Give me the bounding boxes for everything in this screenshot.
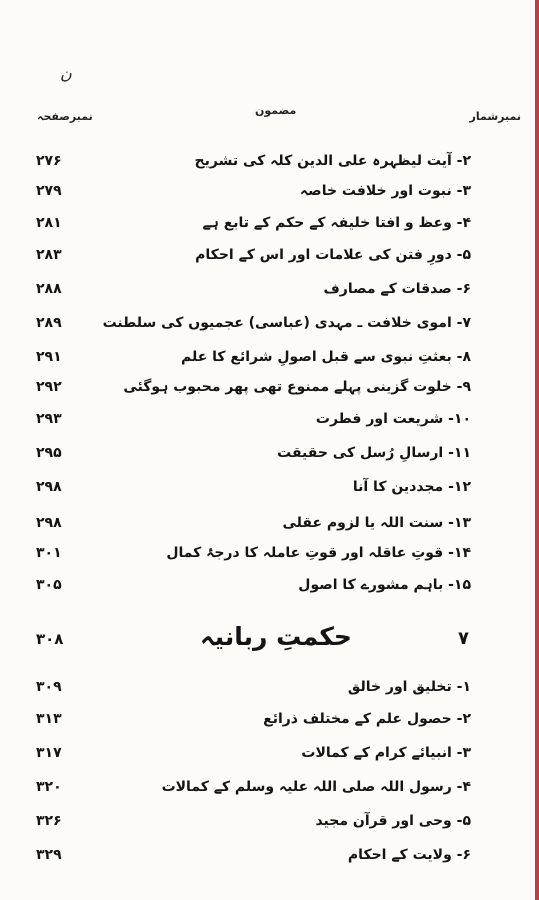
toc-entry: [0, 508, 539, 538]
toc-entry-page: ۲۸۳: [36, 247, 62, 263]
toc-entry-page: ۳۲۰: [36, 779, 62, 795]
toc-entry-title: ۱۲- مجددین کا آنا: [352, 479, 471, 495]
toc-entry-page: ۳۰۱: [36, 545, 62, 561]
toc-entry: [0, 704, 539, 734]
toc-entry-page: ۲۷۹: [36, 183, 62, 199]
toc-entry-page: ۲۸۱: [36, 215, 62, 231]
toc-entry-title: ۲- آیت لیظہرہ علی الدین کلہ کی تشریح: [194, 153, 471, 169]
toc-entry-title: ۵- وحی اور قرآن مجید: [315, 813, 471, 829]
toc-entry-page: ۲۸۸: [36, 281, 62, 297]
toc-entry: [0, 146, 539, 176]
toc-entry-page: ۲۷۶: [36, 153, 62, 169]
page-number-mark: ن: [60, 64, 72, 83]
toc-entry: [0, 672, 539, 702]
toc-entry-page: ۳۲۶: [36, 813, 62, 829]
toc-entry: [0, 176, 539, 206]
serial-column-header: نمبرشمار: [469, 110, 521, 123]
toc-entry: [0, 472, 539, 502]
subject-column-header: مضمون: [255, 104, 297, 117]
toc-entry-page: ۲۹۳: [36, 411, 62, 427]
toc-entry-title: ۲- حصول علم کے مختلف ذرائع: [263, 711, 471, 727]
toc-entry-page: ۳۱۷: [36, 745, 62, 761]
toc-entry-page: ۳۰۵: [36, 577, 62, 593]
toc-entry: [0, 738, 539, 768]
toc-entry-page: ۲۹۱: [36, 349, 62, 365]
toc-entry-title: ۱- تخلیق اور خالق: [347, 679, 471, 695]
toc-entry: [0, 538, 539, 568]
toc-entry-title: ۱۴- قوتِ عاقلہ اور قوتِ عاملہ کا درجۂ کمال: [166, 545, 471, 561]
toc-entry-title: ۶- ولایت کے احکام: [347, 847, 471, 863]
toc-entry: [0, 240, 539, 270]
page-column-header: نمبرصفحہ: [37, 110, 93, 123]
toc-entry-title: ۸- بعثتِ نبوی سے قبل اصولِ شرائع کا علم: [181, 349, 471, 365]
toc-entry-title: ۴- وعظ و افتا خلیفہ کے حکم کے تابع ہے: [202, 215, 471, 231]
toc-entry: [0, 772, 539, 802]
toc-entry-title: ۳- نبوت اور خلافت خاصہ: [299, 183, 471, 199]
toc-entry-page: ۳۲۹: [36, 847, 62, 863]
chapter-page: ۳۰۸: [36, 630, 64, 648]
toc-entry-page: ۲۹۵: [36, 445, 62, 461]
toc-entry: [0, 208, 539, 238]
toc-entry: [0, 274, 539, 304]
toc-entry-title: ۷- اموی خلافت ـ مہدی (عباسی) عجمیوں کی سلطنت: [102, 315, 471, 331]
chapter-heading: [0, 622, 539, 662]
toc-entry: [0, 570, 539, 600]
toc-entry: [0, 342, 539, 372]
chapter-title: حکمتِ ربانیہ: [200, 622, 352, 651]
toc-entry-page: ۲۹۲: [36, 379, 62, 395]
toc-entry-page: ۲۹۸: [36, 479, 62, 495]
toc-entry-title: ۳- انبیائے کرام کے کمالات: [301, 745, 471, 761]
toc-entry-page: ۲۸۹: [36, 315, 62, 331]
toc-entry-page: ۲۹۸: [36, 515, 62, 531]
toc-entry-title: ۱۱- ارسالِ رُسل کی حقیقت: [277, 445, 471, 461]
chapter-number: ۷: [458, 628, 469, 649]
toc-entry: [0, 404, 539, 434]
toc-entry-title: ۴- رسول اللہ صلی اللہ علیہ وسلم کے کمالات: [161, 779, 471, 795]
toc-entry-title: ۱۵- باہم مشورے کا اصول: [298, 577, 471, 593]
toc-entry-page: ۳۱۳: [36, 711, 62, 727]
toc-entry-title: ۱۰- شریعت اور فطرت: [315, 411, 471, 427]
toc-entry-title: ۱۳- سنت اللہ یا لزوم عقلی: [282, 515, 471, 531]
toc-entry-title: ۵- دورِ فتن کی علامات اور اس کے احکام: [195, 247, 471, 263]
toc-entry: [0, 806, 539, 836]
toc-entry: [0, 438, 539, 468]
toc-entry-title: ۹- خلوت گزینی پہلے ممنوع تھی پھر محبوب ہوگئی: [123, 379, 471, 395]
toc-entry: [0, 372, 539, 402]
toc-entry-title: ۶- صدقات کے مصارف: [323, 281, 471, 297]
toc-entry: [0, 840, 539, 870]
toc-entry-page: ۳۰۹: [36, 679, 62, 695]
toc-entry: [0, 308, 539, 338]
